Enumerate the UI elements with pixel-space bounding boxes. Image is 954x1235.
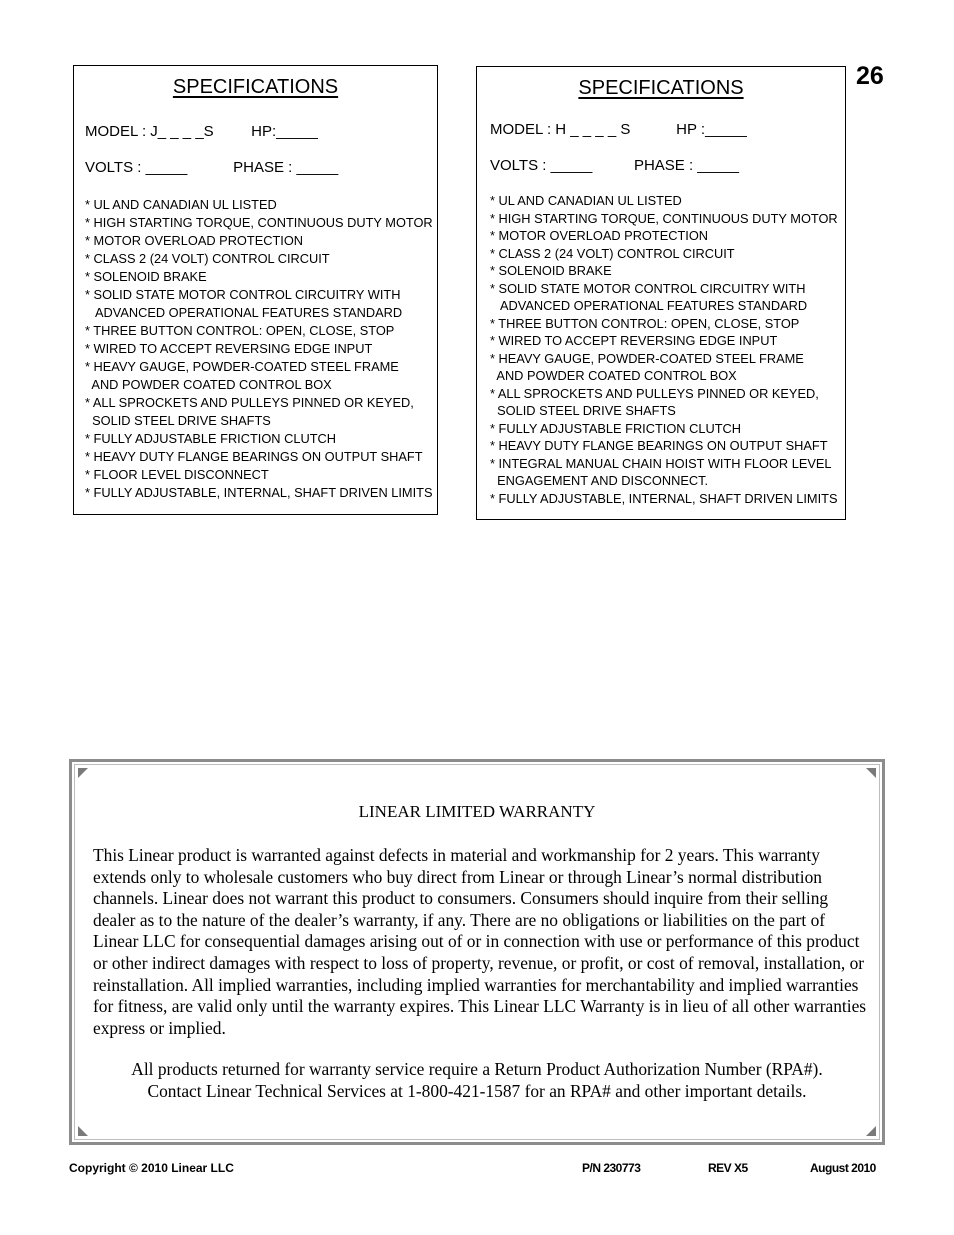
spec-item: ADVANCED OPERATIONAL FEATURES STANDARD — [490, 298, 808, 313]
spec-item: SOLID STEEL DRIVE SHAFTS — [85, 413, 271, 428]
spec-item: * HEAVY GAUGE, POWDER-COATED STEEL FRAME — [490, 350, 804, 366]
volts-phase-line: VOLTS : _____ PHASE : _____ — [490, 157, 740, 174]
spec-item: * HEAVY DUTY FLANGE BEARINGS ON OUTPUT SHAFT — [490, 438, 828, 453]
warranty-rpa-note — [72, 1059, 882, 1102]
warranty-frame — [69, 759, 885, 1145]
spec-item: * HIGH STARTING TORQUE, CONTINUOUS DUTY MOTOR — [85, 215, 433, 230]
spec-item: * SOLID STATE MOTOR CONTROL CIRCUITRY WITH — [85, 287, 401, 302]
spec-item: * ALL SPROCKETS AND PULLEYS PINNED OR KEYED, — [85, 395, 414, 410]
spec-title: SPECIFICATIONS — [578, 77, 744, 99]
spec-item: * THREE BUTTON CONTROL: OPEN, CLOSE, STOP — [85, 323, 395, 338]
corner-ornament — [78, 768, 88, 778]
spec-item: ADVANCED OPERATIONAL FEATURES STANDARD — [85, 305, 403, 320]
spec-item: * FULLY ADJUSTABLE, INTERNAL, SHAFT DRIVEN LIMITS — [490, 490, 838, 506]
footer-part-number: P/N 230773 — [582, 1161, 641, 1175]
footer-copyright: Copyright © 2010 Linear LLC — [69, 1161, 234, 1175]
spec-feature-list — [85, 196, 433, 502]
corner-ornament — [866, 1126, 876, 1136]
spec-item: * MOTOR OVERLOAD PROTECTION — [85, 233, 304, 248]
spec-title: SPECIFICATIONS — [172, 76, 339, 98]
model-hp-line: MODEL : H _ _ _ _ S HP :_____ — [490, 121, 747, 138]
footer-revision: REV X5 — [708, 1161, 748, 1175]
spec-item: * SOLENOID BRAKE — [85, 269, 207, 284]
spec-item: SOLID STEEL DRIVE SHAFTS — [490, 403, 676, 418]
warranty-body: This Linear product is warranted against defects in material and workmanship for 2 years. This warranty extends only to wholesale customers who buy direct from Linear or through Linear’s normal distribution channels. Linear does not warrant this product to consumers. Consumers should inquire from their selling dealer as to the nature of the dealer’s warranty, if any. There are no obligations or liabilities on the part of Linear LLC for consequential damages arising out of or in connection with use or performance of this product or other indirect damages with respect to loss of property, revenue, or profit, or cost of removal, installation, or reinstallation. All implied warranties, including implied warranties for merchantability and implied warranties for fitness, are valid only until the warranty expires. This Linear LLC Warranty is in lieu of all other warranties express or implied. — [93, 845, 867, 1038]
spec-item: * HEAVY DUTY FLANGE BEARINGS ON OUTPUT SHAFT — [85, 449, 423, 464]
spec-item: * MOTOR OVERLOAD PROTECTION — [490, 228, 709, 243]
spec-box-h-model — [476, 66, 846, 520]
spec-item: * HIGH STARTING TORQUE, CONTINUOUS DUTY MOTOR — [490, 210, 838, 226]
spec-item: * FULLY ADJUSTABLE, INTERNAL, SHAFT DRIVEN LIMITS — [85, 485, 433, 500]
spec-box-j-model — [73, 65, 438, 515]
footer-date: August 2010 — [810, 1161, 876, 1175]
warranty-title: LINEAR LIMITED WARRANTY — [358, 802, 596, 821]
spec-item: * SOLID STATE MOTOR CONTROL CIRCUITRY WITH — [490, 280, 806, 296]
spec-item: * WIRED TO ACCEPT REVERSING EDGE INPUT — [490, 333, 778, 348]
spec-feature-list — [490, 192, 838, 507]
spec-item: * UL AND CANADIAN UL LISTED — [490, 193, 682, 208]
spec-item: * FULLY ADJUSTABLE FRICTION CLUTCH — [85, 431, 337, 446]
spec-item: * UL AND CANADIAN UL LISTED — [85, 197, 277, 212]
spec-item: * ALL SPROCKETS AND PULLEYS PINNED OR KEYED, — [490, 385, 819, 401]
spec-item: * CLASS 2 (24 VOLT) CONTROL CIRCUIT — [490, 245, 735, 261]
spec-item: ENGAGEMENT AND DISCONNECT. — [490, 473, 709, 488]
corner-ornament — [866, 768, 876, 778]
spec-item: * THREE BUTTON CONTROL: OPEN, CLOSE, STOP — [490, 315, 800, 331]
model-hp-line: MODEL : J_ _ _ _S HP:_____ — [85, 123, 318, 140]
rpa-note-line: Contact Linear Technical Services at 1-800-421-1587 for an RPA# and other important details. — [147, 1080, 807, 1101]
volts-phase-line: VOLTS : _____ PHASE : _____ — [85, 159, 339, 176]
spec-item: * HEAVY GAUGE, POWDER-COATED STEEL FRAME — [85, 359, 399, 374]
spec-item: * WIRED TO ACCEPT REVERSING EDGE INPUT — [85, 341, 373, 356]
spec-item: * INTEGRAL MANUAL CHAIN HOIST WITH FLOOR LEVEL — [490, 455, 832, 471]
corner-ornament — [78, 1126, 88, 1136]
spec-item: AND POWDER COATED CONTROL BOX — [85, 377, 332, 392]
spec-item: * FULLY ADJUSTABLE FRICTION CLUTCH — [490, 420, 742, 436]
page-number: 26 — [856, 62, 884, 90]
spec-item: AND POWDER COATED CONTROL BOX — [490, 368, 737, 383]
spec-item: * CLASS 2 (24 VOLT) CONTROL CIRCUIT — [85, 251, 330, 266]
spec-item: * SOLENOID BRAKE — [490, 263, 612, 278]
spec-item: * FLOOR LEVEL DISCONNECT — [85, 467, 269, 482]
rpa-note-line: All products returned for warranty service require a Return Product Authorization Number (RPA#). — [131, 1059, 823, 1079]
